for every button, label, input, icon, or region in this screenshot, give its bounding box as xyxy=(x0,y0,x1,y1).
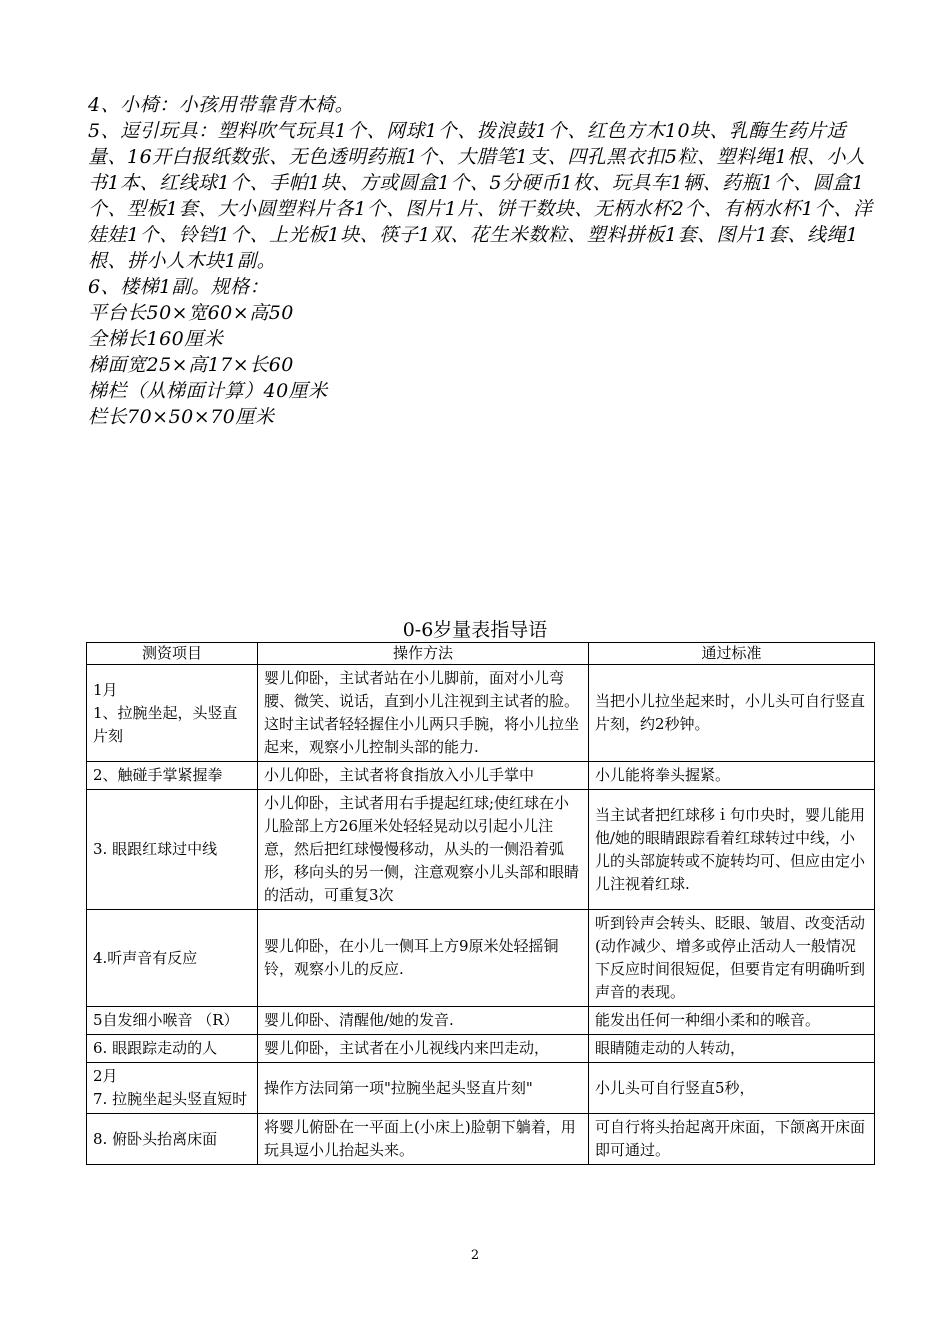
cell-method: 小儿仰卧，主试者用右手提起红球;使红球在小儿脸部上方26厘米处轻轻晃动以引起小儿注意，然后把红球慢慢移动，从头的一侧沿着弧形，移向头的另一侧，注意观察小儿头部和眼睛的活动，可重复3次 xyxy=(258,790,589,910)
cell-method: 婴儿仰卧，在小儿一侧耳上方9原米处轻摇铜铃，观察小儿的反应. xyxy=(258,910,589,1007)
cell-criteria: 听到铃声会转头、眨眼、皱眉、改变活动(动作减少、增多或停止活动人一般情况下反应时间很短促，但要肯定有明确听到声音的表现。 xyxy=(589,910,875,1007)
header-method: 操作方法 xyxy=(258,643,589,665)
cell-item: 4.听声音有反应 xyxy=(87,910,258,1007)
cell-method: 操作方法同第一项"拉腕坐起头竖直片刻" xyxy=(258,1063,589,1114)
cell-item: 3. 眼跟红球过中线 xyxy=(87,790,258,910)
cell-criteria: 小儿头可自行竖直5秒， xyxy=(589,1063,875,1114)
spec-stair-length: 全梯长160厘米 xyxy=(88,328,224,350)
equipment-list xyxy=(88,92,873,430)
cell-item: 1月 1、拉腕坐起，头竖直片刻 xyxy=(87,665,258,762)
header-item: 测资项目 xyxy=(87,643,258,665)
spec-railing: 梯栏（从梯面计算）40厘米 xyxy=(88,380,328,402)
cell-item: 6. 眼跟踪走动的人 xyxy=(87,1035,258,1063)
cell-criteria: 眼睛随走动的人转动， xyxy=(589,1035,875,1063)
cell-method: 婴儿仰卧，主试者在小儿视线内来凹走动， xyxy=(258,1035,589,1063)
page-number: 2 xyxy=(470,1248,480,1263)
table-row xyxy=(87,1063,875,1114)
table-row xyxy=(87,910,875,1007)
cell-criteria: 当把小儿拉坐起来时，小儿头可自行竖直片刻，约2秒钟。 xyxy=(589,665,875,762)
spec-platform: 平台长50×宽60×高50 xyxy=(88,302,294,324)
cell-criteria: 小儿能将拳头握紧。 xyxy=(589,762,875,790)
table-row xyxy=(87,1035,875,1063)
cell-item: 5自发细小喉音 （R） xyxy=(87,1007,258,1035)
table-row xyxy=(87,1114,875,1165)
table-row xyxy=(87,665,875,762)
cell-method: 小儿仰卧，主试者将食指放入小儿手掌中 xyxy=(258,762,589,790)
table-title: 0-6岁量表指导语 xyxy=(402,619,548,641)
item-stairs: 6、楼梯1副。规格： xyxy=(88,276,270,298)
cell-criteria: 能发出任何一种细小柔和的喉音。 xyxy=(589,1007,875,1035)
cell-item: 2、触碰手掌紧握拳 xyxy=(87,762,258,790)
header-criteria: 通过标准 xyxy=(589,643,875,665)
cell-method: 将婴儿俯卧在一平面上(小床上)脸朝下躺着，用玩具逗小儿抬起头来。 xyxy=(258,1114,589,1165)
cell-method: 婴儿仰卧，主试者站在小儿脚前，面对小儿弯腰、微笑、说话，直到小儿注视到主试者的脸。这时主试者轻轻握住小儿两只手腕，将小儿拉坐起来，观察小儿控制头部的能力. xyxy=(258,665,589,762)
table-header-row xyxy=(87,643,875,665)
item-chair: 4、小椅：小孩用带靠背木椅。 xyxy=(88,94,355,116)
cell-item: 2月 7. 拉腕坐起头竖直短时 xyxy=(87,1063,258,1114)
item-toys: 5、逗引玩具：塑料吹气玩具1个、网球1个、拨浪鼓1个、红色方木10块、乳酶生药片适量、16开白报纸数张、无色透明药瓶1个、大腊笔1支、四孔黑衣扣5粒、塑料绳1根、小人书1本、红线球1个、手帕1块、方或圆盒1个、5分硬币1枚、玩具车1辆、药瓶1个、圆盒1个、型板1套、大小圆塑料片各1个、图片1片、饼干数块、无柄水杯2个、有柄水杯1个、洋娃娃1个、铃铛1个、上光板1块、筷子1双、花生米数粒、塑料拼板1套、图片1套、线绳1根、拼小人木块1副。 xyxy=(88,120,873,272)
table-row xyxy=(87,762,875,790)
table-row xyxy=(87,790,875,910)
cell-criteria: 当主试者把红球移ｉ句巾央时，婴儿能用他/她的眼睛跟踪看着红球转过中线，小儿的头部旋转或不旋转均可、但应由定小儿注视着红球. xyxy=(589,790,875,910)
spec-rail-length: 栏长70×50×70厘米 xyxy=(88,406,275,428)
cell-criteria: 可自行将头抬起离开床面，下颌离开床面即可通过。 xyxy=(589,1114,875,1165)
cell-item: 8. 俯卧头抬离床面 xyxy=(87,1114,258,1165)
spec-step: 梯面宽25×高17×长60 xyxy=(88,354,294,376)
table-row xyxy=(87,1007,875,1035)
instruction-table xyxy=(86,642,875,1165)
cell-method: 婴儿仰卧、清醒他/她的发音. xyxy=(258,1007,589,1035)
